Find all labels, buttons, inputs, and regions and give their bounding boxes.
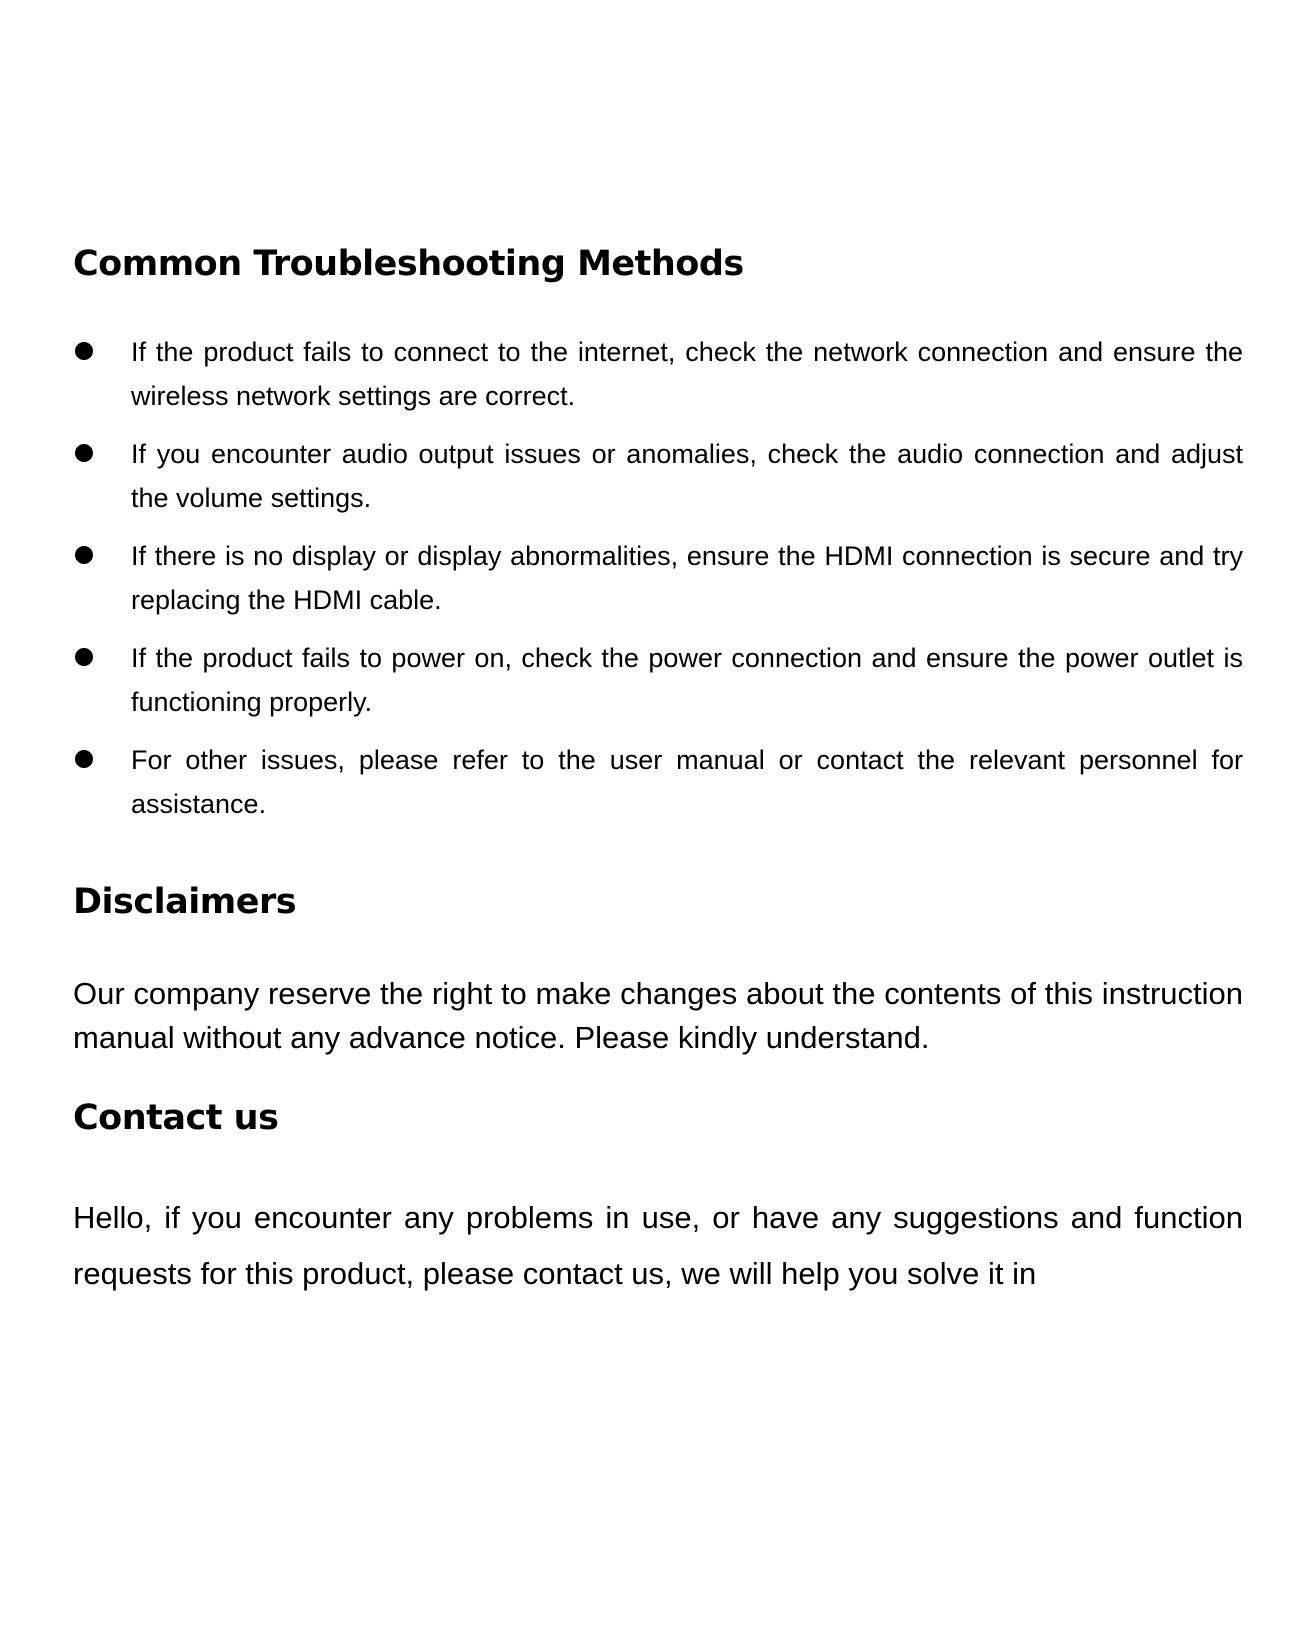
list-item <box>73 738 1243 826</box>
troubleshooting-heading: Common Troubleshooting Methods <box>73 244 744 284</box>
bullet-icon <box>75 444 93 462</box>
bullet-icon <box>75 648 93 666</box>
disclaimers-heading: Disclaimers <box>73 882 297 922</box>
list-item-text: If the product fails to power on, check the power connection and ensure the power outlet is functioning properly. <box>131 643 1243 717</box>
list-item <box>73 330 1243 418</box>
list-item <box>73 534 1243 622</box>
list-item <box>73 432 1243 520</box>
bullet-icon <box>75 546 93 564</box>
disclaimers-text: Our company reserve the right to make changes about the contents of this instruction manual without any advance notice. Please kindly understand. <box>73 976 1243 1055</box>
bullet-icon <box>75 750 93 768</box>
list-item-text: For other issues, please refer to the user manual or contact the relevant personnel for assistance. <box>131 745 1243 819</box>
troubleshooting-list <box>73 330 1243 840</box>
list-item-text: If the product fails to connect to the internet, check the network connection and ensure the wireless network settings are correct. <box>131 337 1243 411</box>
list-item-text: If you encounter audio output issues or anomalies, check the audio connection and adjust the volume settings. <box>131 439 1243 513</box>
contact-text: Hello, if you encounter any problems in use, or have any suggestions and function requests for this product, please contact us, we will help you solve it in <box>73 1200 1243 1291</box>
list-item <box>73 636 1243 724</box>
contact-heading: Contact us <box>73 1098 279 1138</box>
list-item-text: If there is no display or display abnormalities, ensure the HDMI connection is secure and try replacing the HDMI cable. <box>131 541 1243 615</box>
bullet-icon <box>75 342 93 360</box>
